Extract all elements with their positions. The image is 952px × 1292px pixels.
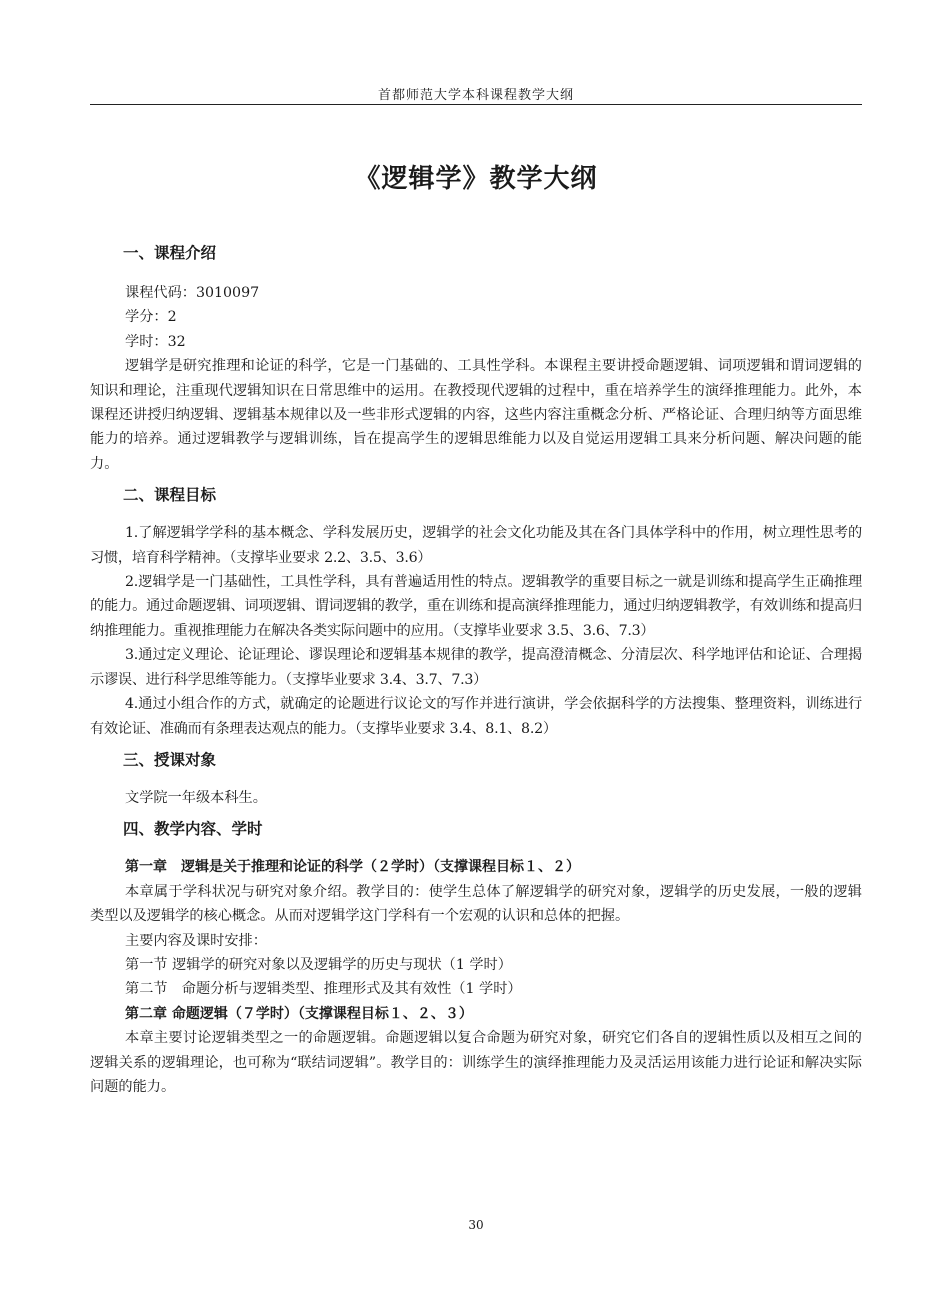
document-body — [90, 240, 862, 1099]
chapter-1-lesson-1: 第一节 逻辑学的研究对象以及逻辑学的历史与现状（1 学时） — [125, 956, 512, 973]
chapter-2-title: 第二章 命题逻辑（７学时）（支撑课程目标１、２、３） — [125, 1005, 473, 1022]
course-code: 课程代码：3010097 — [125, 285, 260, 301]
chapter-1-description: 本章属于学科状况与研究对象介绍。教学目的：使学生总体了解逻辑学的研究对象，逻辑学的历史发展，一般的逻辑类型以及逻辑学的核心概念。从而对逻辑学这门学科有一个宏观的认识和总体的把握。 — [90, 883, 862, 925]
section-heading-intro: 一、课程介绍 — [123, 244, 217, 262]
goal-item-4: 4.通过小组合作的方式，就确定的论题进行议论文的写作并进行演讲，学会依据科学的方法搜集、整理资料，训练进行有效论证、准确而有条理表达观点的能力。（支撑毕业要求 3.4、8.1、8.2） — [90, 696, 862, 737]
goal-item-2: 2.逻辑学是一门基础性，工具性学科，具有普遍适用性的特点。逻辑教学的重要目标之一就是训练和提高学生正确推理的能力。通过命题逻辑、词项逻辑、谓词逻辑的教学，重在训练和提高演绎推理能力，通过归纳逻辑教学，有效训练和提高归纳推理能力。重视推理能力在解决各类实际问题中的应用。（支撑毕业要求 3.5、3.6、7.3） — [90, 574, 862, 639]
running-header: 首都师范大学本科课程教学大纲 — [377, 88, 574, 103]
page-number: 30 — [468, 1218, 484, 1232]
course-description: 逻辑学是研究推理和论证的科学，它是一门基础的、工具性学科。本课程主要讲授命题逻辑、词项逻辑和谓词逻辑的知识和理论，注重现代逻辑知识在日常思维中的运用。在教授现代逻辑的过程中，重在培养学生的演绎推理能力。此外，本课程还讲授归纳逻辑、逻辑基本规律以及一些非形式逻辑的内容，这些内容注重概念分析、严格论证、合理归纳等方面思维能力的培养。通过逻辑教学与逻辑训练，旨在提高学生的逻辑思维能力以及自觉运用逻辑工具来分析问题、解决问题的能力。 — [90, 358, 862, 472]
goal-item-1: 1.了解逻辑学学科的基本概念、学科发展历史，逻辑学的社会文化功能及其在各门具体学科中的作用，树立理性思考的习惯，培育科学精神。（支撑毕业要求 2.2、3.5、3.6） — [90, 525, 862, 566]
chapter-2-description: 本章主要讨论逻辑类型之一的命题逻辑。命题逻辑以复合命题为研究对象，研究它们各自的逻辑性质以及相互之间的逻辑关系的逻辑理论，也可称为“联结词逻辑”。教学目的：训练学生的演绎推理能力及灵活运用该能力进行论证和解决实际问题的能力。 — [90, 1030, 862, 1095]
audience-text: 文学院一年级本科生。 — [125, 789, 267, 806]
document-title: 《逻辑学》教学大纲 — [354, 164, 598, 194]
section-heading-audience: 三、授课对象 — [123, 750, 217, 769]
header-rule — [90, 104, 862, 105]
chapter-1-title: 第一章 逻辑是关于推理和论证的科学（２学时）（支撑课程目标１、２） — [125, 859, 580, 876]
course-credits: 学分：2 — [125, 309, 177, 326]
chapter-1-lesson-2: 第二节 命题分析与逻辑类型、推理形式及其有效性（1 学时） — [125, 981, 522, 998]
section-heading-goals: 二、课程目标 — [123, 486, 217, 505]
chapter-1-arrangement-label: 主要内容及课时安排： — [125, 932, 267, 949]
goal-item-3: 3.通过定义理论、论证理论、谬误理论和逻辑基本规律的教学，提高澄清概念、分清层次、科学地评估和论证、合理揭示谬误、进行科学思维等能力。（支撑毕业要求 3.4、3.7、7.3） — [90, 647, 862, 688]
course-hours: 学时：32 — [125, 333, 186, 350]
section-heading-content: 四、教学内容、学时 — [123, 820, 263, 839]
